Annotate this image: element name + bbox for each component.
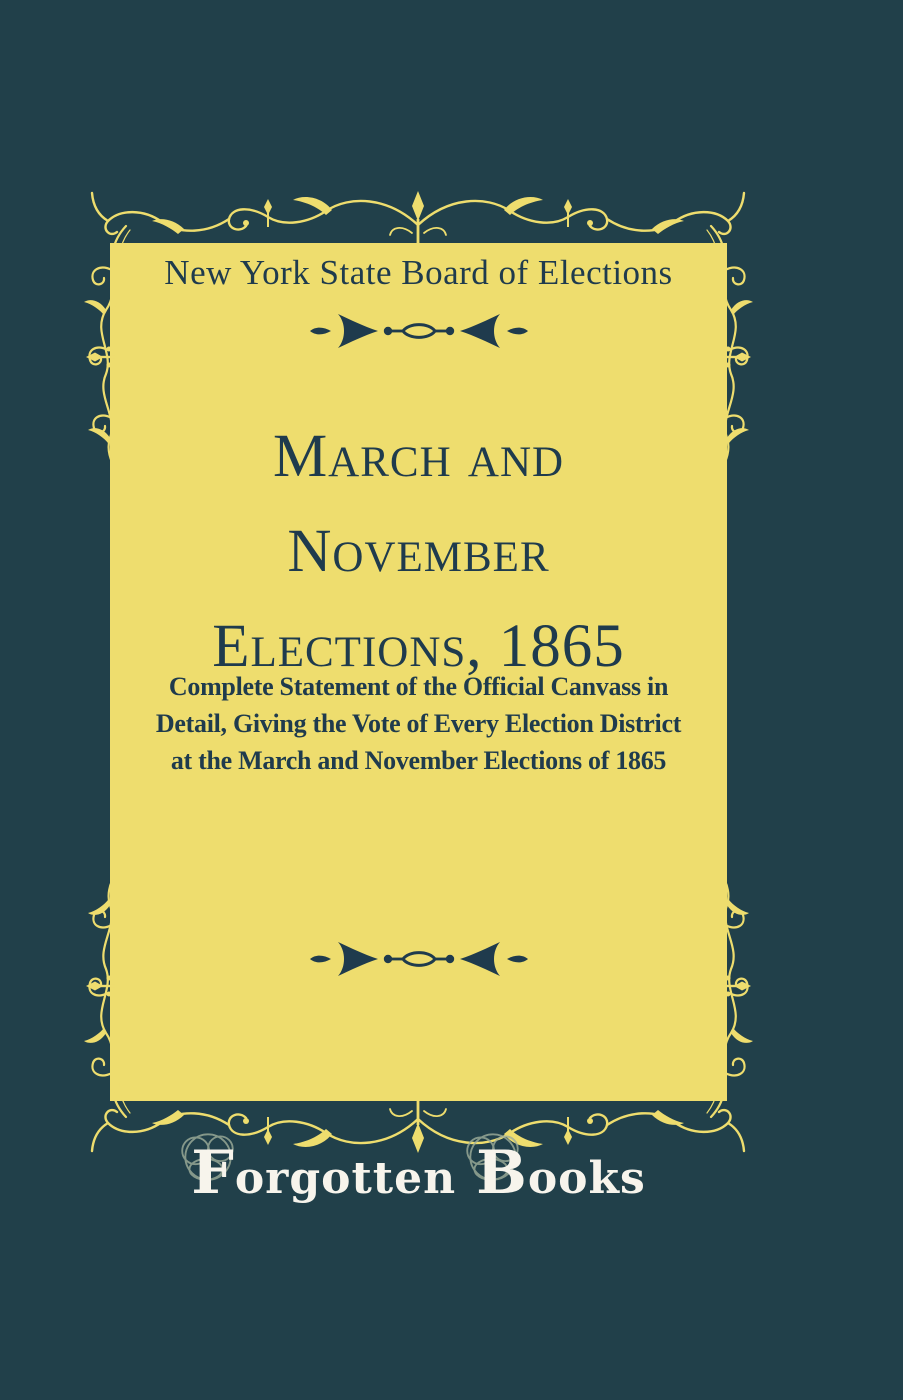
subtitle-line: Detail, Giving the Vote of Every Election District — [155, 709, 682, 738]
title-line: Elections, 1865 — [212, 613, 625, 680]
cover-panel — [110, 243, 727, 1101]
publisher-logo — [110, 1138, 727, 1208]
publisher-logo-text: Books — [476, 1138, 646, 1208]
arrow-divider-icon — [304, 939, 534, 979]
title-line: March and — [272, 423, 565, 490]
author: New York State Board of Elections — [164, 253, 673, 292]
book-subtitle — [110, 668, 727, 779]
subtitle-line: Complete Statement of the Official Canvass in — [168, 672, 669, 701]
publisher-word-books — [476, 1138, 646, 1208]
cover-content — [110, 243, 727, 1101]
subtitle-line: at the March and November Elections of 1865 — [170, 746, 667, 775]
title-line: November — [287, 518, 550, 585]
publisher-logo-text: Forgotten — [191, 1138, 457, 1208]
publisher-word-forgotten — [191, 1138, 456, 1208]
arrow-divider-icon — [304, 311, 534, 351]
book-title — [110, 409, 727, 694]
